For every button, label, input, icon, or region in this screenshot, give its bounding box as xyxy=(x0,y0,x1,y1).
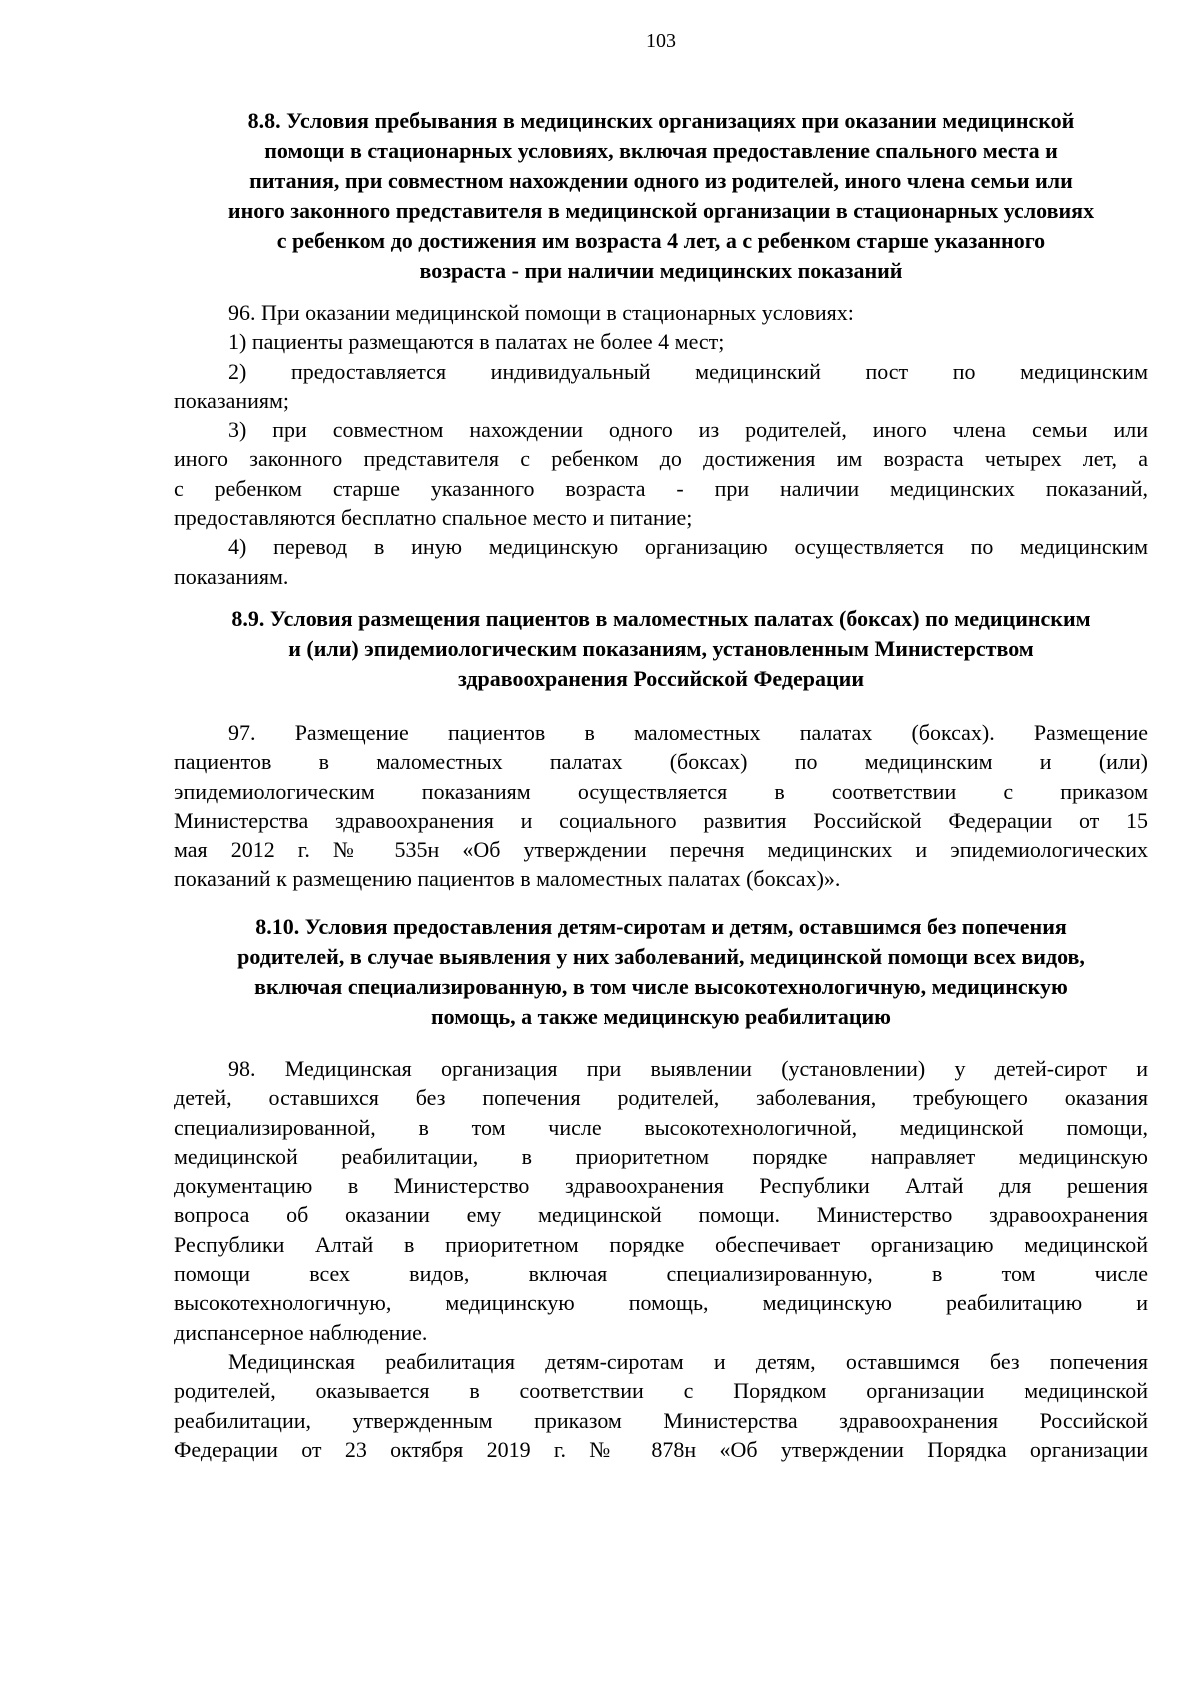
section-title-line: включая специализированную, в том числе высокотехнологичную, медицинскую xyxy=(254,974,1068,999)
paragraph-98 xyxy=(174,1054,1148,1347)
text-line: показаний к размещению пациентов в маломестных палатах (боксах)». xyxy=(174,866,841,892)
text-line: высокотехнологичную, медицинскую помощь, медицинскую реабилитацию и xyxy=(174,1290,1148,1316)
text-line: 98. Медицинская организация при выявлении (установлении) у детей-сирот и xyxy=(228,1056,1148,1081)
text-line: медицинской реабилитации, в приоритетном порядке направляет медицинскую xyxy=(174,1143,1148,1169)
text-line: 2) предоставляется индивидуальный медицинский пост по медицинским xyxy=(228,358,1148,384)
section-title-line: родителей, в случае выявления у них заболеваний, медицинской помощи всех видов, xyxy=(237,944,1085,969)
section-title-line: здравоохранения Российской Федерации xyxy=(457,666,865,691)
text-line: 96. При оказании медицинской помощи в стационарных условиях: xyxy=(228,300,854,325)
text-line: 3) при совместном нахождении одного из родителей, иного члена семьи или xyxy=(228,417,1148,443)
section-title-line: 8.8. Условия пребывания в медицинских организациях при оказании медицинской xyxy=(247,108,1075,133)
text-line: вопроса об оказании ему медицинской помощи. Министерство здравоохранения xyxy=(174,1202,1148,1228)
text-line: 1) пациенты размещаются в палатах не более 4 мест; xyxy=(228,329,725,355)
text-line: Федерации от 23 октября 2019 г. № 878н «Об утверждении Порядка организации xyxy=(174,1436,1148,1462)
paragraph-97 xyxy=(174,718,1148,894)
text-line: специализированной, в том числе высокотехнологичной, медицинской помощи, xyxy=(174,1114,1148,1140)
text-line: реабилитации, утвержденным приказом Министерства здравоохранения Российской xyxy=(174,1407,1148,1433)
text-line: пациентов в маломестных палатах (боксах) по медицинским и (или) xyxy=(174,749,1148,775)
text-line: диспансерное наблюдение. xyxy=(174,1319,428,1345)
section-title-line: 8.10. Условия предоставления детям-сиротам и детям, оставшимся без попечения xyxy=(255,914,1067,939)
text-line: документацию в Министерство здравоохранения Республики Алтай для решения xyxy=(174,1173,1148,1199)
section-8-8-title xyxy=(174,106,1148,286)
text-line: 4) перевод в иную медицинскую организацию осуществляется по медицинским xyxy=(228,534,1148,560)
section-8-9-title xyxy=(174,604,1148,694)
text-line: Министерства здравоохранения и социального развития Российской Федерации от 15 xyxy=(174,807,1148,833)
text-line: иного законного представителя с ребенком до достижения им возраста четырех лет, а xyxy=(174,446,1148,472)
text-line: мая 2012 г. № 535н «Об утверждении перечня медицинских и эпидемиологических xyxy=(174,837,1148,863)
section-title-line: помощь, а также медицинскую реабилитацию xyxy=(430,1004,891,1029)
paragraph-96 xyxy=(174,298,1148,591)
section-title-line: и (или) эпидемиологическим показаниям, установленным Министерством xyxy=(288,636,1034,661)
text-line: с ребенком старше указанного возраста - при наличии медицинских показаний, xyxy=(174,475,1148,501)
text-line: показаниям; xyxy=(174,387,290,413)
text-line: эпидемиологическим показаниям осуществляется в соответствии с приказом xyxy=(174,778,1148,804)
text-line: Медицинская реабилитация детям-сиротам и детям, оставшимся без попечения xyxy=(228,1349,1148,1374)
section-title-line: 8.9. Условия размещения пациентов в маломестных палатах (боксах) по медицинским xyxy=(231,606,1091,631)
section-title-line: иного законного представителя в медицинской организации в стационарных условиях xyxy=(227,198,1095,223)
page-number: 103 xyxy=(646,30,676,52)
section-title-line: питания, при совместном нахождении одного из родителей, иного члена семьи или xyxy=(249,168,1073,193)
text-line: помощи всех видов, включая специализированную, в том числе xyxy=(174,1261,1148,1287)
paragraph-rehabilitation xyxy=(174,1347,1148,1464)
text-line: Республики Алтай в приоритетном порядке обеспечивает организацию медицинской xyxy=(174,1231,1148,1257)
text-line: детей, оставшихся без попечения родителей, заболевания, требующего оказания xyxy=(174,1085,1148,1111)
section-8-10-title xyxy=(174,912,1148,1032)
text-line: родителей, оказывается в соответствии с Порядком организации медицинской xyxy=(174,1378,1148,1404)
section-title-line: возраста - при наличии медицинских показаний xyxy=(419,258,903,283)
section-title-line: помощи в стационарных условиях, включая предоставление спального места и xyxy=(264,138,1058,163)
section-title-line: с ребенком до достижения им возраста 4 лет, а с ребенком старше указанного xyxy=(276,228,1046,253)
text-line: предоставляются бесплатно спальное место и питание; xyxy=(174,505,693,531)
text-line: 97. Размещение пациентов в маломестных палатах (боксах). Размещение xyxy=(228,720,1148,745)
text-line: показаниям. xyxy=(174,563,289,589)
